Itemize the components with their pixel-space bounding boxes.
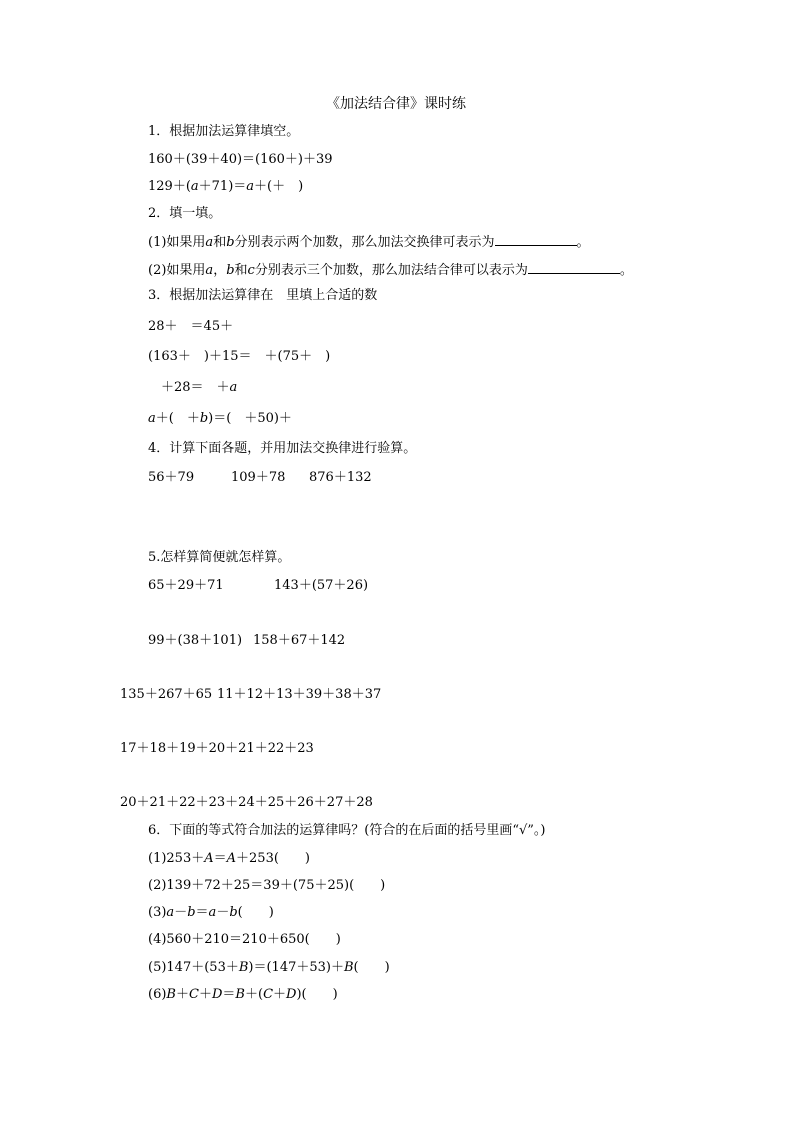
q5-heading: 5.怎样算简便就怎样算。 (148, 550, 291, 565)
q5-expr-4: 158＋67＋142 (253, 633, 346, 648)
q5-expr-2: 143＋(57＋26) (274, 578, 369, 593)
q6-item-1: (1)253＋A＝A＋253( ) (148, 851, 310, 866)
q5-expr-6: 11＋12＋13＋39＋38＋37 (217, 687, 382, 702)
page-title: 《加法结合律》课时练 (326, 96, 466, 112)
q1-line-1: 160＋(39＋40)＝(160＋)＋39 (148, 152, 333, 167)
q6-item-3: (3)a－b＝a－b( ) (148, 905, 274, 920)
q3-line-4: a＋( ＋b)＝( ＋50)＋ (148, 411, 292, 426)
answer-blank[interactable] (528, 261, 620, 274)
q6-item-5: (5)147＋(53＋B)＝(147＋53)＋B( ) (148, 960, 390, 975)
q6-item-6: (6)B＋C＋D＝B＋(C＋D)( ) (148, 987, 338, 1002)
q5-expr-5: 135＋267＋65 (120, 687, 213, 702)
q3-line-1: 28＋ ＝45＋ (148, 319, 234, 334)
q2-item-2: (2)如果用a，b和c分别表示三个加数，那么加法结合律可以表示为 。 (148, 263, 633, 278)
q5-expr-8: 20＋21＋22＋23＋24＋25＋26＋27＋28 (120, 795, 373, 810)
q5-expr-1: 65＋29＋71 (148, 578, 224, 593)
q2-item-1: (1)如果用a和b分别表示两个加数，那么加法交换律可表示为 。 (148, 235, 590, 250)
q1-heading: 1．根据加法运算律填空。 (148, 124, 300, 139)
q5-expr-3: 99＋(38＋101) (148, 633, 243, 648)
q4-expr-2: 109＋78 (231, 470, 286, 485)
q6-heading: 6．下面的等式符合加法的运算律吗？(符合的在后面的括号里画“√”。) (148, 823, 546, 838)
q6-item-4: (4)560＋210＝210＋650( ) (148, 932, 341, 947)
answer-blank[interactable] (495, 233, 577, 246)
q2-heading: 2．填一填。 (148, 206, 222, 221)
q1-line-2: 129＋(a＋71)＝a＋(＋ ) (148, 179, 304, 194)
q4-heading: 4．计算下面各题，并用加法交换律进行验算。 (148, 441, 417, 456)
q6-item-2: (2)139＋72＋25＝39＋(75＋25)( ) (148, 878, 386, 893)
q3-line-2: (163＋ )＋15＝ ＋(75＋ ) (148, 349, 331, 364)
q4-expr-1: 56＋79 (148, 470, 195, 485)
q5-expr-7: 17＋18＋19＋20＋21＋22＋23 (120, 741, 314, 756)
q4-expr-3: 876＋132 (309, 470, 372, 485)
q3-line-3: ＋28＝ ＋a (161, 380, 238, 395)
q3-heading: 3．根据加法运算律在 里填上合适的数 (148, 288, 378, 303)
